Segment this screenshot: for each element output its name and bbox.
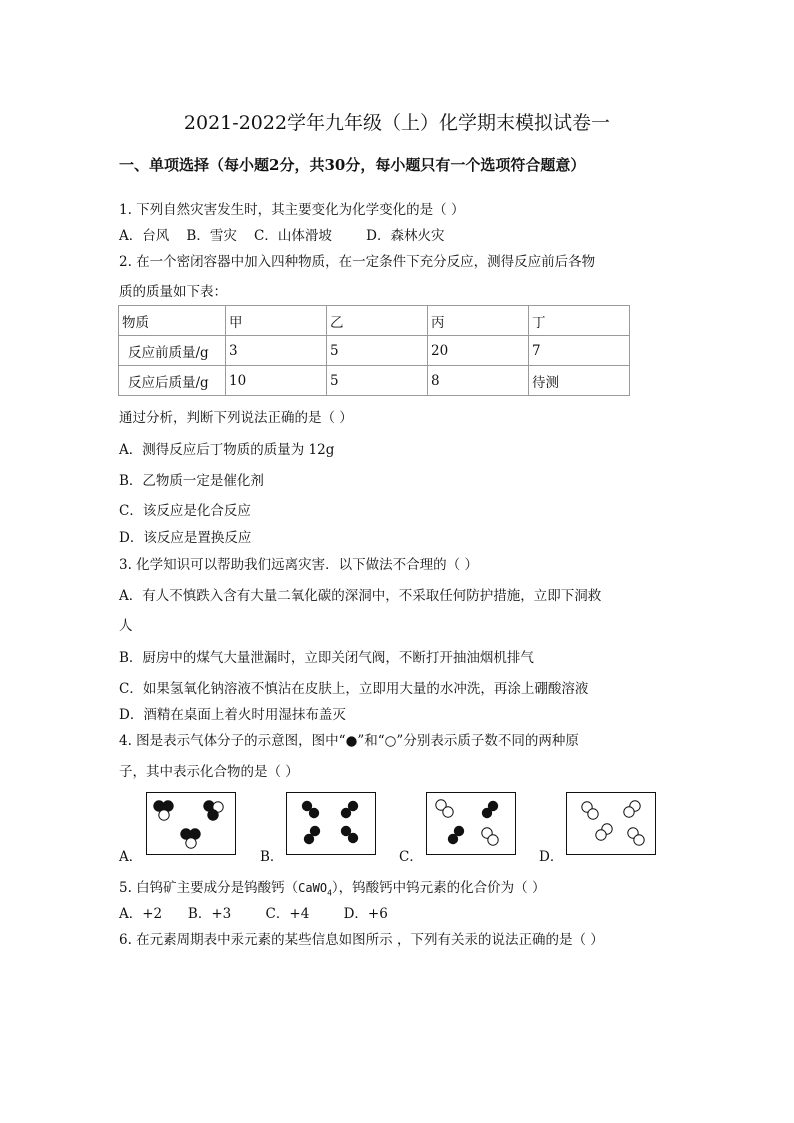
q4-stem-line1: 4. 图是表示气体分子的示意图，图中“●”和“○”分别表示质子数不同的两种原: [119, 733, 579, 749]
q5-stem-suffix: ），钨酸钙中钨元素的化合价为（ ）: [331, 880, 546, 896]
molecule-diagram-c: [426, 792, 516, 855]
q3-stem: 3. 化学知识可以帮助我们远离灾害．以下做法不合理的（ ）: [119, 557, 478, 573]
table-cell: 丁: [529, 306, 630, 336]
q1-stem: 1. 下列自然灾害发生时，其主要变化为化学变化的是（ ）: [119, 202, 465, 218]
q3-option-b: B．厨房中的煤气大量泄漏时，立即关闭气阀，不断打开抽油烟机排气: [119, 650, 534, 666]
section-heading: 一、单项选择（每小题2分，共30分，每小题只有一个选项符合题意）: [119, 156, 586, 174]
molecule-drawing-b: [287, 793, 377, 856]
table-cell: 3: [226, 336, 327, 366]
molecule-drawing-a: [147, 793, 237, 856]
q4-label-a: A．: [119, 849, 143, 865]
page-title: 2021-2022学年九年级（上）化学期末模拟试卷一: [183, 112, 611, 134]
q4-label-b: B．: [260, 849, 284, 865]
q2-question: 通过分析，判断下列说法正确的是（ ）: [119, 410, 353, 426]
table-cell: 待测: [529, 366, 630, 396]
molecule-diagram-b: [286, 792, 376, 855]
q4-stem-line2: 子，其中表示化合物的是（ ）: [119, 764, 299, 780]
q4-label-c: C．: [399, 849, 423, 865]
molecule-drawing-d: [567, 793, 657, 856]
molecule-drawing-c: [427, 793, 517, 856]
q5-stem-prefix: 5. 白钨矿主要成分是钨酸钙（: [119, 880, 299, 896]
table-cell: 物质: [119, 306, 226, 336]
molecule-diagram-d: [566, 792, 656, 855]
q3-option-c: C．如果氢氧化钠溶液不慎沾在皮肤上，立即用大量的水冲洗，再涂上硼酸溶液: [119, 681, 589, 697]
table-cell: 5: [327, 366, 428, 396]
q5-options: A．+2 B．+3 C．+4 D．+6: [119, 906, 388, 922]
q5-formula: [298, 881, 332, 898]
q3-option-d: D．酒精在桌面上着火时用湿抹布盖灭: [119, 707, 346, 723]
q6-stem: 6. 在元素周期表中汞元素的某些信息如图所示 ，下列有关汞的说法正确的是（ ）: [119, 932, 604, 948]
q2-option-c: C．该反应是化合反应: [119, 503, 251, 519]
table-cell: 7: [529, 336, 630, 366]
table-cell: 丙: [428, 306, 529, 336]
table-cell: 20: [428, 336, 529, 366]
molecule-diagram-a: [146, 792, 236, 855]
q3-option-a-line1: A．有人不慎跌入含有大量二氧化碳的深洞中，不采取任何防护措施，立即下洞救: [119, 588, 602, 604]
table-cell: 8: [428, 366, 529, 396]
q2-option-a: A．测得反应后丁物质的质量为 12g: [119, 442, 335, 458]
table-cell: 反应前质量/g: [119, 336, 226, 366]
table-row: [119, 366, 630, 396]
table-cell: 5: [327, 336, 428, 366]
q5-formula-main: CaWO: [298, 881, 328, 895]
table-cell: 反应后质量/g: [119, 366, 226, 396]
mass-table: [118, 305, 630, 396]
table-cell: 10: [226, 366, 327, 396]
q2-option-b: B．乙物质一定是催化剂: [119, 473, 264, 489]
q5-stem: [119, 876, 545, 897]
q2-option-d: D．该反应是置换反应: [119, 530, 252, 546]
q4-label-d: D．: [539, 849, 564, 865]
table-cell: 甲: [226, 306, 327, 336]
table-row: [119, 306, 630, 336]
q3-option-a-line2: 人: [119, 618, 133, 634]
table-cell: 乙: [327, 306, 428, 336]
q5-formula-subscript: 4: [327, 888, 332, 898]
table-row: [119, 336, 630, 366]
q2-stem-line1: 2. 在一个密闭容器中加入四种物质，在一定条件下充分反应，测得反应前后各物: [119, 254, 596, 270]
q2-stem-line2: 质的质量如下表：: [119, 284, 227, 300]
q1-options: A．台风 B．雪灾 C．山体滑坡 D．森林火灾: [119, 228, 445, 244]
